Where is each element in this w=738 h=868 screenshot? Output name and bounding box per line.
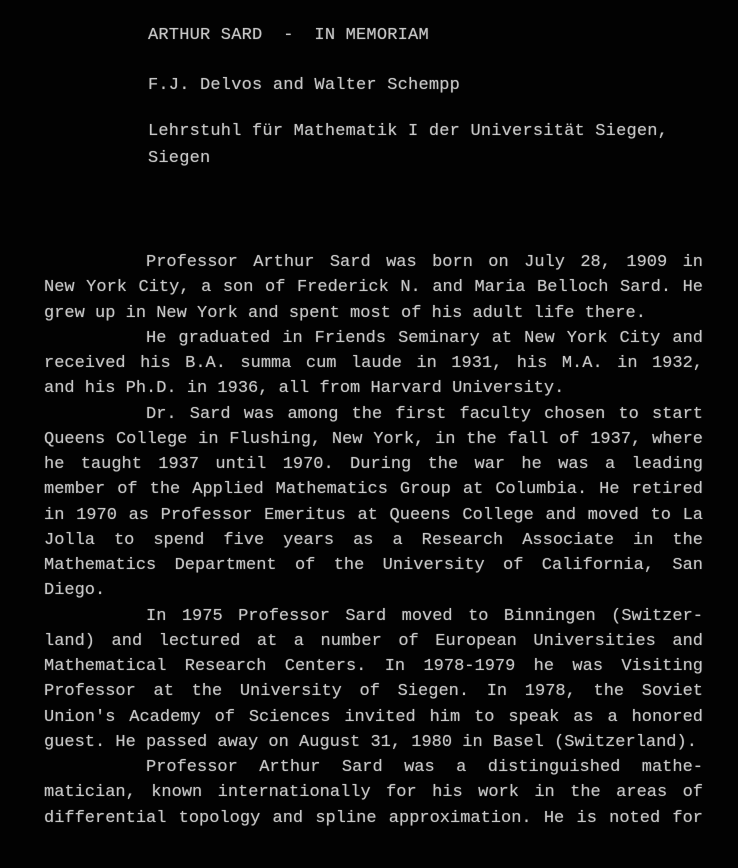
body-text [44, 250, 703, 831]
text-line: Diego. [44, 581, 106, 601]
text-line: in 1970 as Professor Emeritus at Queens College and moved to La [44, 505, 703, 525]
text-line: Professor Arthur Sard was born on July 28, 1909 in [146, 253, 703, 272]
text-line: received his B.A. summa cum laude in 1931, his M.A. in 1932, [44, 354, 703, 373]
text-line: Mathematical Research Centers. In 1978-1979 he was Visiting [44, 657, 703, 676]
text-line: He graduated in Friends Seminary at New York City and [146, 328, 703, 348]
text-line: Queens College in Flushing, New York, in the fall of 1937, where [44, 429, 703, 449]
text-line: Union's Academy of Sciences invited him to speak as a honored [44, 707, 703, 727]
text-line: he taught 1937 until 1970. During the war he was a leading [44, 455, 703, 474]
text-line: guest. He passed away on August 31, 1980 in Basel (Switzerland). [44, 732, 697, 752]
text-line: New York City, a son of Frederick N. and Maria Belloch Sard. He [44, 278, 703, 298]
text-line: and his Ph.D. in 1936, all from Harvard University. [44, 379, 565, 399]
text-line: Professor Arthur Sard was a distinguished mathe- [146, 758, 703, 777]
text-line: Mathematics Department of the University of California, San [44, 556, 703, 575]
paper-affiliation-line2: Siegen [148, 149, 211, 168]
text-line: In 1975 Professor Sard moved to Binningen (Switzer- [146, 606, 703, 626]
text-line: differential topology and spline approximation. He is noted for [44, 808, 703, 828]
text-line: member of the Applied Mathematics Group at Columbia. He retired [44, 480, 703, 500]
text-line: matician, known internationally for his work in the areas of [44, 783, 703, 803]
text-line: land) and lectured at a number of European Universities and [44, 631, 703, 651]
paper-affiliation-line1: Lehrstuhl für Mathematik I der Universität Siegen, [148, 122, 669, 141]
paper-authors: F.J. Delvos and Walter Schempp [148, 76, 461, 95]
text-line: Dr. Sard was among the first faculty chosen to start [146, 404, 703, 424]
text-line: Professor at the University of Siegen. In 1978, the Soviet [44, 682, 703, 702]
text-line: grew up in New York and spent most of his adult life there. [44, 303, 646, 323]
paper-title: ARTHUR SARD - IN MEMORIAM [148, 26, 429, 45]
text-line: Jolla to spend five years as a Research Associate in the [44, 530, 703, 550]
